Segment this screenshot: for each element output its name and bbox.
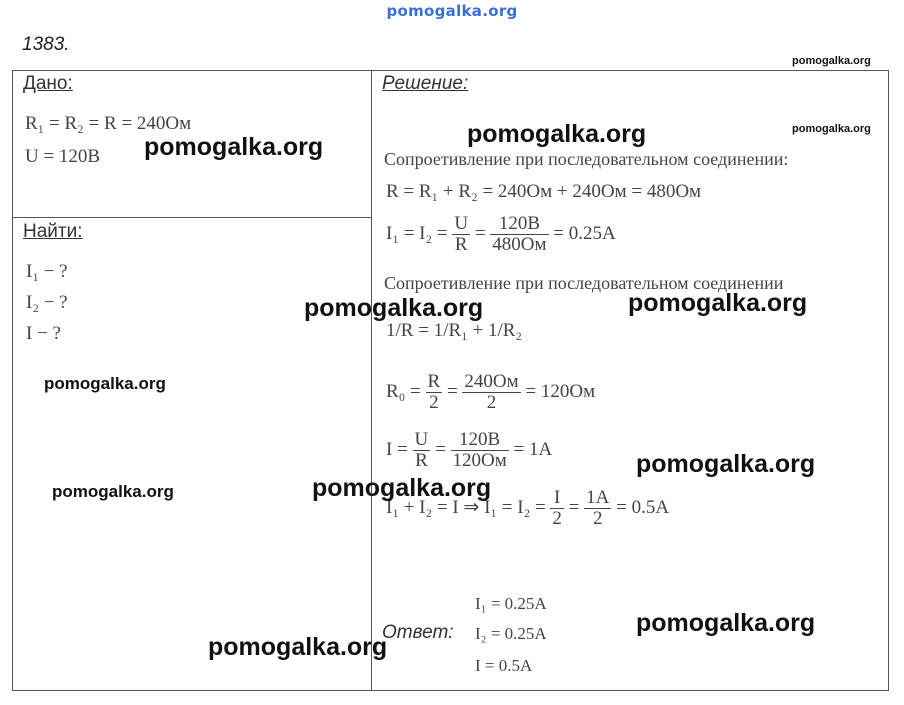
fraction bbox=[452, 214, 470, 255]
site-link[interactable]: pomogalka.org bbox=[386, 2, 518, 20]
fraction-numerator: 1А bbox=[586, 487, 610, 508]
watermark: pomogalka.org bbox=[792, 55, 871, 67]
fraction-numerator: 120В bbox=[451, 430, 509, 451]
sum-left: I₁ + I₂ = I ⇒ I₁ = I₂ = bbox=[386, 496, 546, 518]
fraction-denominator: 120Ом bbox=[452, 449, 507, 471]
watermark: pomogalka.org bbox=[636, 609, 816, 637]
current-equation: I₁ = I₂ = $\frac{U}{R}$ = $\frac{120В}{480Ом}$ = 0.25А bbox=[386, 213, 616, 255]
watermark: pomogalka.org bbox=[312, 474, 492, 502]
fraction-numerator: I bbox=[550, 488, 564, 509]
watermark: pomogalka.org bbox=[304, 294, 484, 322]
watermark: pomogalka.org bbox=[144, 133, 324, 161]
r0-result: = 120Ом bbox=[525, 380, 596, 402]
fraction-numerator: 120В bbox=[490, 214, 548, 235]
answer-label: Ответ: bbox=[382, 622, 454, 643]
current-total-equation: I = $\frac{U}{R}$ = $\frac{120В}{120Ом}$ = 1А bbox=[386, 429, 553, 471]
fraction-denominator: 2 bbox=[552, 507, 562, 529]
row-divider bbox=[12, 217, 372, 218]
fraction-denominator: 480Ом bbox=[492, 233, 547, 255]
r0-equation: R₀ = $\frac{R}{2}$ = $\frac{240Ом}{2}$ = 120Ом bbox=[386, 371, 596, 413]
series-text: Сопроетивление при последовательном соединении: bbox=[384, 149, 789, 169]
find-item-i2: I₂ − ? bbox=[26, 292, 68, 313]
watermark: pomogalka.org bbox=[467, 120, 647, 148]
fraction bbox=[584, 488, 611, 529]
given-title: Дано: bbox=[23, 73, 73, 94]
watermark: pomogalka.org bbox=[44, 374, 166, 393]
fraction bbox=[426, 372, 443, 413]
i-result: = 1А bbox=[513, 438, 553, 460]
fraction-denominator: 2 bbox=[429, 391, 439, 413]
fraction-denominator: R bbox=[415, 449, 428, 471]
current-eq-result: = 0.25А bbox=[553, 222, 616, 244]
given-voltage: U = 120В bbox=[25, 146, 101, 167]
watermark: pomogalka.org bbox=[636, 450, 816, 478]
fraction-denominator: 2 bbox=[593, 507, 603, 529]
fraction-numerator: U bbox=[454, 213, 469, 234]
fraction bbox=[490, 214, 548, 255]
fraction bbox=[413, 430, 431, 471]
parallel-equation: 1/R = 1/R₁ + 1/R₂ bbox=[386, 320, 523, 341]
column-divider bbox=[371, 70, 372, 691]
watermark: pomogalka.org bbox=[208, 633, 388, 661]
solution-title: Решение: bbox=[382, 73, 469, 94]
i-left: I = bbox=[386, 438, 408, 460]
series-equation: R = R₁ + R₂ = 240Ом + 240Ом = 480Ом bbox=[386, 181, 702, 202]
fraction-numerator: U bbox=[414, 429, 429, 450]
watermark: pomogalka.org bbox=[52, 482, 174, 501]
current-eq-left: I₁ = I₂ = bbox=[386, 222, 448, 244]
answer-line-i1: I₁ = 0.25А bbox=[475, 594, 547, 613]
current-sum-equation: I₁ + I₂ = I ⇒ I₁ = I₂ = $\frac{I}{2}$ = $\frac{1А}{2}$ = 0.5А bbox=[386, 487, 670, 529]
fraction bbox=[550, 488, 564, 529]
find-item-i: I − ? bbox=[26, 323, 61, 344]
fraction-numerator: R bbox=[427, 371, 441, 392]
fraction-denominator: 2 bbox=[486, 391, 497, 413]
watermark: pomogalka.org bbox=[792, 123, 871, 135]
fraction bbox=[462, 372, 520, 413]
parallel-text: Сопроетивление при последовательном соединении bbox=[384, 273, 784, 293]
problem-number: 1383. bbox=[22, 34, 70, 55]
sum-result: = 0.5А bbox=[616, 496, 670, 518]
r0-left: R₀ = bbox=[386, 380, 421, 402]
fraction-numerator: 240Ом bbox=[464, 371, 519, 392]
fraction-denominator: R bbox=[454, 233, 468, 255]
watermark: pomogalka.org bbox=[628, 289, 808, 317]
answer-line-i: I = 0.5А bbox=[475, 656, 533, 675]
given-resistance: R₁ = R₂ = R = 240Ом bbox=[25, 113, 192, 134]
fraction bbox=[451, 430, 509, 471]
answer-line-i2: I₂ = 0.25А bbox=[475, 624, 547, 643]
find-item-i1: I₁ − ? bbox=[26, 261, 68, 282]
find-title: Найти: bbox=[23, 221, 83, 242]
